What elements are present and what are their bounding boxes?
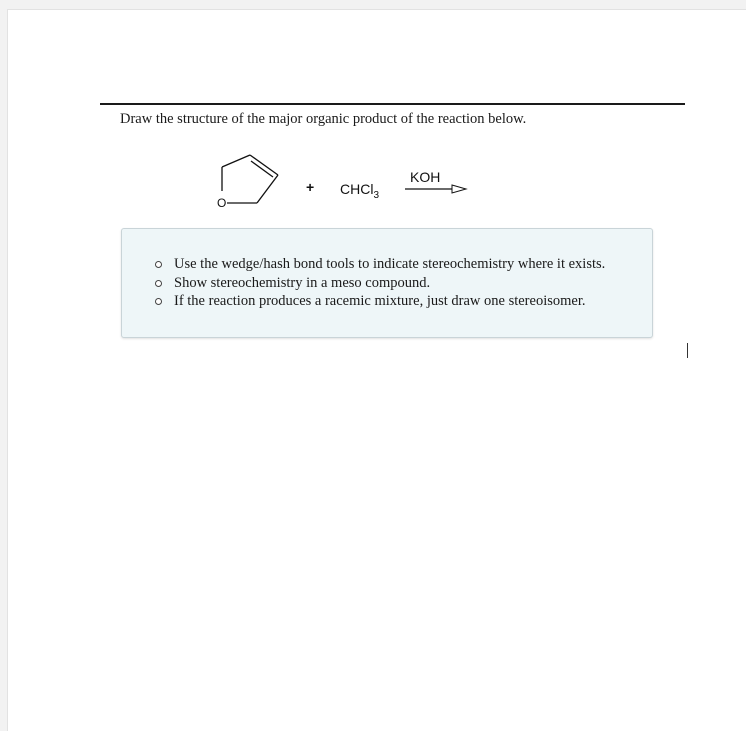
chloroform-subscript: 3 [373, 190, 380, 201]
bond-c2-c1 [257, 175, 278, 203]
instruction-text: If the reaction produces a racemic mixture, just draw one stereoisomer. [174, 293, 586, 309]
instructions-box [121, 228, 653, 338]
instruction-text: Show stereochemistry in a meso compound. [174, 274, 431, 291]
bond-c3-c2 [250, 155, 278, 175]
instruction-text: Use the wedge/hash bond tools to indicate stereochemistry where it exists. [174, 256, 606, 272]
reaction-svg [200, 145, 470, 215]
instruction-item [155, 274, 605, 293]
plus-sign: + [306, 179, 315, 195]
top-divider [100, 103, 685, 105]
text-cursor-icon [687, 343, 688, 358]
oxygen-atom-label: O [217, 196, 227, 210]
instruction-item [155, 255, 605, 274]
dihydrofuran-structure [222, 155, 278, 203]
chloroform-base: CHCl [340, 181, 374, 197]
reaction-scheme [200, 145, 470, 215]
bullet-icon [155, 298, 162, 305]
bond-c4-c3 [222, 155, 250, 167]
instruction-item [155, 292, 605, 311]
question-page [7, 9, 746, 731]
chloroform-formula [340, 181, 379, 201]
question-prompt: Draw the structure of the major organic product of the reaction below. [120, 111, 527, 127]
reaction-condition-koh: KOH [410, 169, 441, 185]
reaction-arrow-head [452, 185, 466, 193]
instructions-list [155, 255, 605, 311]
bullet-icon [155, 261, 162, 268]
bullet-icon [155, 280, 162, 287]
